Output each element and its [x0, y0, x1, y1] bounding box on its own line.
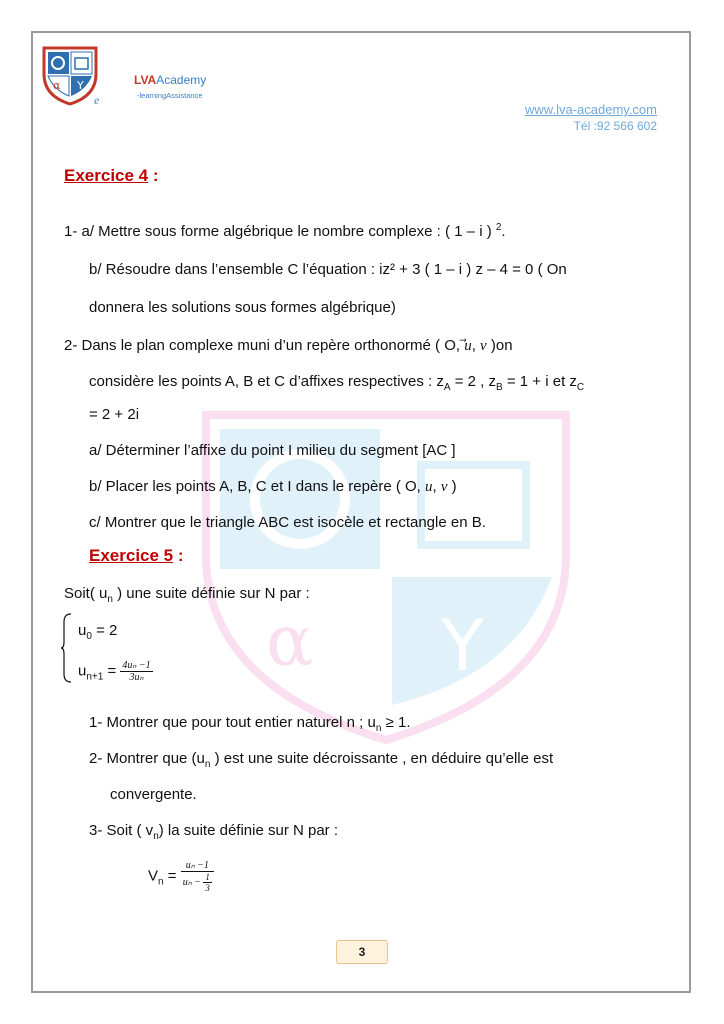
ex4-line-8: b/ Placer les points A, B, C et I dans le repère ( O, u, v ): [89, 478, 457, 495]
ex4-line-9: c/ Montrer que le triangle ABC est isocèle et rectangle en B.: [89, 514, 486, 531]
svg-text:Y: Y: [441, 605, 484, 687]
page-number: 3: [336, 940, 388, 964]
initial-term: $u_0 = 2$: [78, 622, 118, 642]
ex5-question-3: 3- Soit ( $v_n$) la suite définie sur N par :: [89, 822, 338, 842]
ex4-line-3: donnera les solutions sous formes algébrique): [89, 299, 396, 316]
lva-academy-logo: [40, 44, 100, 106]
exercise-4-title: Exercice 4 :: [64, 166, 159, 185]
system-brace: [60, 612, 72, 684]
vn-fraction: uₙ −1 uₙ − $\frac{1}{3}$: [181, 860, 214, 893]
ex4-line-7: a/ Déterminer l’affixe du point I milieu du segment [AC ]: [89, 442, 456, 459]
vector-v: v: [480, 338, 487, 354]
vector-u: u: [464, 338, 472, 354]
ex4-line-5: considère les points A, B et C d’affixes respectives : $z_A = 2$ , $z_B = 1 + i$ et $z_C$: [89, 373, 585, 393]
ex4-line-2: b/ Résoudre dans l’ensemble C l’équation : iz² + 3 ( 1 – i ) z – 4 = 0 ( On: [89, 261, 567, 278]
ex5-question-1: 1- Montrer que pour tout entier naturel n ; $u_n \ge 1$.: [89, 714, 411, 734]
exercise-5-title: Exercice 5 :: [89, 546, 184, 565]
recurrence-fraction: $\frac{\text{4uₙ −1}}{\text{3uₙ}}$: [122, 660, 151, 683]
svg-text:α: α: [53, 79, 61, 92]
ex4-line-1: 1- a/ Mettre sous forme algébrique le nombre complexe : ( 1 – i ) $^2$.: [64, 222, 506, 240]
svg-text:α: α: [266, 600, 314, 682]
ex5-question-2: 2- Montrer que ($u_n$ ) est une suite décroissante , en déduire qu’elle est: [89, 750, 554, 770]
website-link[interactable]: www.lva-academy.com: [525, 102, 657, 117]
vn-definition: $V_n$ = uₙ −1 uₙ − $\frac{1}{3}$: [148, 860, 214, 893]
ex4-line-6: = 2 + 2i: [89, 406, 140, 423]
recurrence-relation: $u_{n+1}$ = $\frac{\text{4uₙ −1}}{\text{3uₙ}}$: [78, 660, 151, 683]
ex5-question-2-cont: convergente.: [110, 786, 197, 803]
phone-number: Tél :92 566 602: [573, 119, 657, 133]
brand-e-letter: e: [94, 93, 100, 107]
brand-tagline: -learningAssistance: [137, 91, 203, 100]
ex4-line-4: 2- Dans le plan complexe muni d’un repère orthonormé ( O, u, v )on: [64, 337, 513, 354]
brand-name: LVAAcademy: [134, 73, 207, 87]
svg-text:Y: Y: [77, 79, 84, 92]
ex5-intro: Soit( $u_n$ ) une suite définie sur N par :: [64, 585, 310, 605]
